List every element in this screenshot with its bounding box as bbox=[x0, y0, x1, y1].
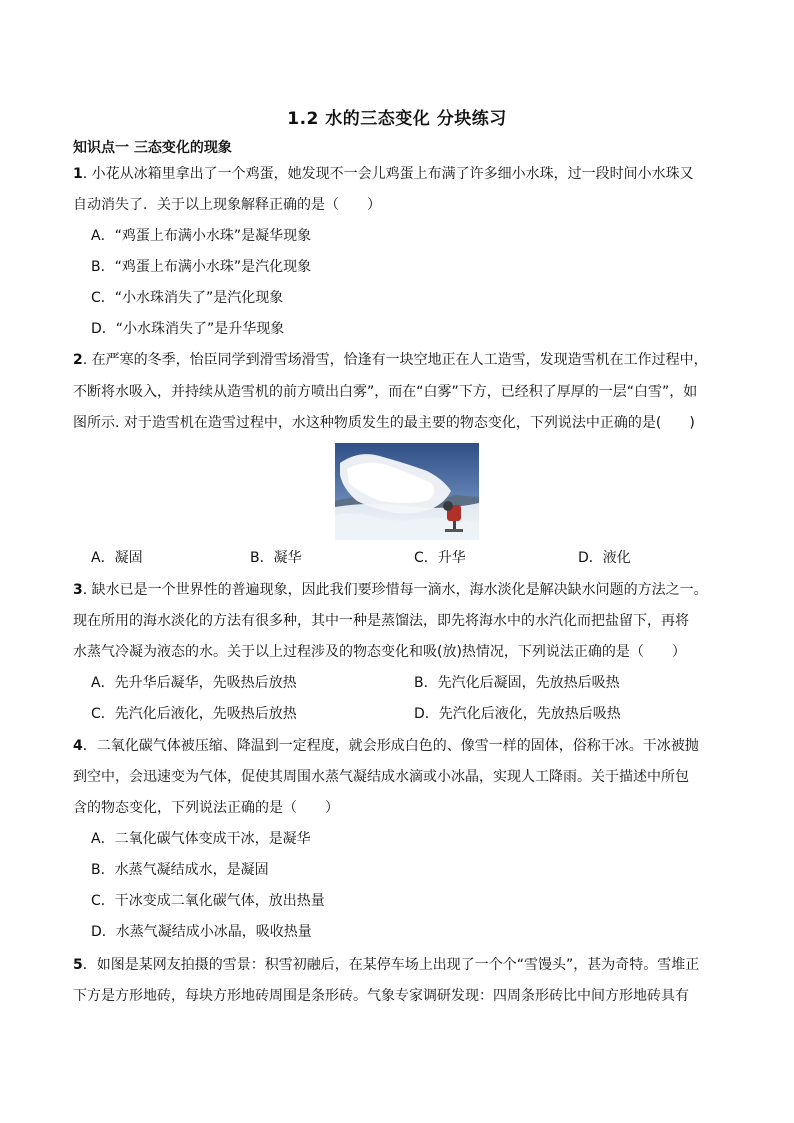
q5-line1: 5．如图是某网友拍摄的雪景：积雪初融后，在某停车场上出现了一个个“雪馒头”，甚为奇特。雪堆正 bbox=[73, 957, 700, 973]
q3-line2: 现在所用的海水淡化的方法有很多种，其中一种是蒸馏法，即先将海水中的水汽化而把盐留下，再将 bbox=[73, 613, 689, 629]
q4-line1: 4．二氧化碳气体被压缩、降温到一定程度，就会形成白色的、像雪一样的固体，俗称干冰。干冰被抛 bbox=[73, 738, 699, 754]
snow-machine-photo bbox=[335, 443, 479, 540]
q2-line3: 图所示. 对于造雪机在造雪过程中，水这种物质发生的最主要的物态变化，下列说法中正确的是( ) bbox=[73, 415, 695, 431]
q3-option-d: D．先汽化后液化，先放热后吸热 bbox=[414, 706, 621, 722]
q2-option-b: B．凝华 bbox=[250, 550, 302, 566]
q4-option-c: C．干冰变成二氧化碳气体，放出热量 bbox=[91, 893, 325, 909]
q2-option-a: A．凝固 bbox=[91, 550, 143, 566]
q2-option-d: D．液化 bbox=[578, 550, 631, 566]
q1-option-d: D．“小水珠消失了”是升华现象 bbox=[91, 321, 285, 337]
section-heading: 知识点一 三态变化的现象 bbox=[73, 140, 232, 156]
q4-option-b: B．水蒸气凝结成水，是凝固 bbox=[91, 862, 269, 878]
q3-option-b: B．先汽化后凝固，先放热后吸热 bbox=[414, 675, 620, 691]
q3-number: 3 bbox=[73, 582, 83, 598]
q2-line2: 不断将水吸入，并持续从造雪机的前方喷出白雾”，而在“白雾”下方，已经积了厚厚的一层“白雪”，如 bbox=[73, 384, 698, 400]
q4-line2: 到空中，会迅速变为气体，促使其周围水蒸气凝结成水滴或小冰晶，实现人工降雨。关于描述中所包 bbox=[73, 769, 689, 785]
q3-line1: 3. 缺水已是一个世界性的普遍现象，因此我们要珍惜每一滴水，海水淡化是解决缺水问题的方法之一。 bbox=[73, 582, 708, 598]
q1-option-c: C．“小水珠消失了”是汽化现象 bbox=[91, 290, 284, 306]
q5-line2: 下方是方形地砖，每块方形地砖周围是条形砖。气象专家调研发现：四周条形砖比中间方形地砖具有 bbox=[73, 988, 689, 1004]
snow-machine-image bbox=[335, 443, 479, 540]
q1-line1: 1. 小花从冰箱里拿出了一个鸡蛋，她发现不一会儿鸡蛋上布满了许多细小水珠，过一段时间小水珠又 bbox=[73, 166, 694, 182]
q5-number: 5 bbox=[73, 957, 83, 973]
q3-option-a: A．先升华后凝华，先吸热后放热 bbox=[91, 675, 297, 691]
q2-line1: 2. 在严寒的冬季，怡臣同学到滑雪场滑雪，恰逢有一块空地正在人工造雪，发现造雪机在工作过程中， bbox=[73, 352, 708, 368]
q4-line3: 含的物态变化，下列说法正确的是（ ） bbox=[73, 800, 339, 816]
q1-option-b: B．“鸡蛋上布满小水珠”是汽化现象 bbox=[91, 259, 312, 275]
q4-number: 4 bbox=[73, 738, 83, 754]
q1-option-a: A．“鸡蛋上布满小水珠”是凝华现象 bbox=[91, 228, 312, 244]
q4-option-a: A．二氧化碳气体变成干冰，是凝华 bbox=[91, 831, 311, 847]
q2-option-c: C．升华 bbox=[414, 550, 466, 566]
q1-line2: 自动消失了．关于以上现象解释正确的是（ ） bbox=[73, 197, 381, 213]
q2-number: 2 bbox=[73, 352, 83, 368]
page-title: 1.2 水的三态变化 分块练习 bbox=[287, 109, 507, 129]
q3-line3: 水蒸气冷凝为液态的水。关于以上过程涉及的物态变化和吸(放)热情况，下列说法正确的是（ ） bbox=[73, 644, 686, 660]
q1-number: 1 bbox=[73, 166, 83, 182]
q3-option-c: C．先汽化后液化，先吸热后放热 bbox=[91, 706, 297, 722]
q4-option-d: D．水蒸气凝结成小冰晶，吸收热量 bbox=[91, 924, 312, 940]
